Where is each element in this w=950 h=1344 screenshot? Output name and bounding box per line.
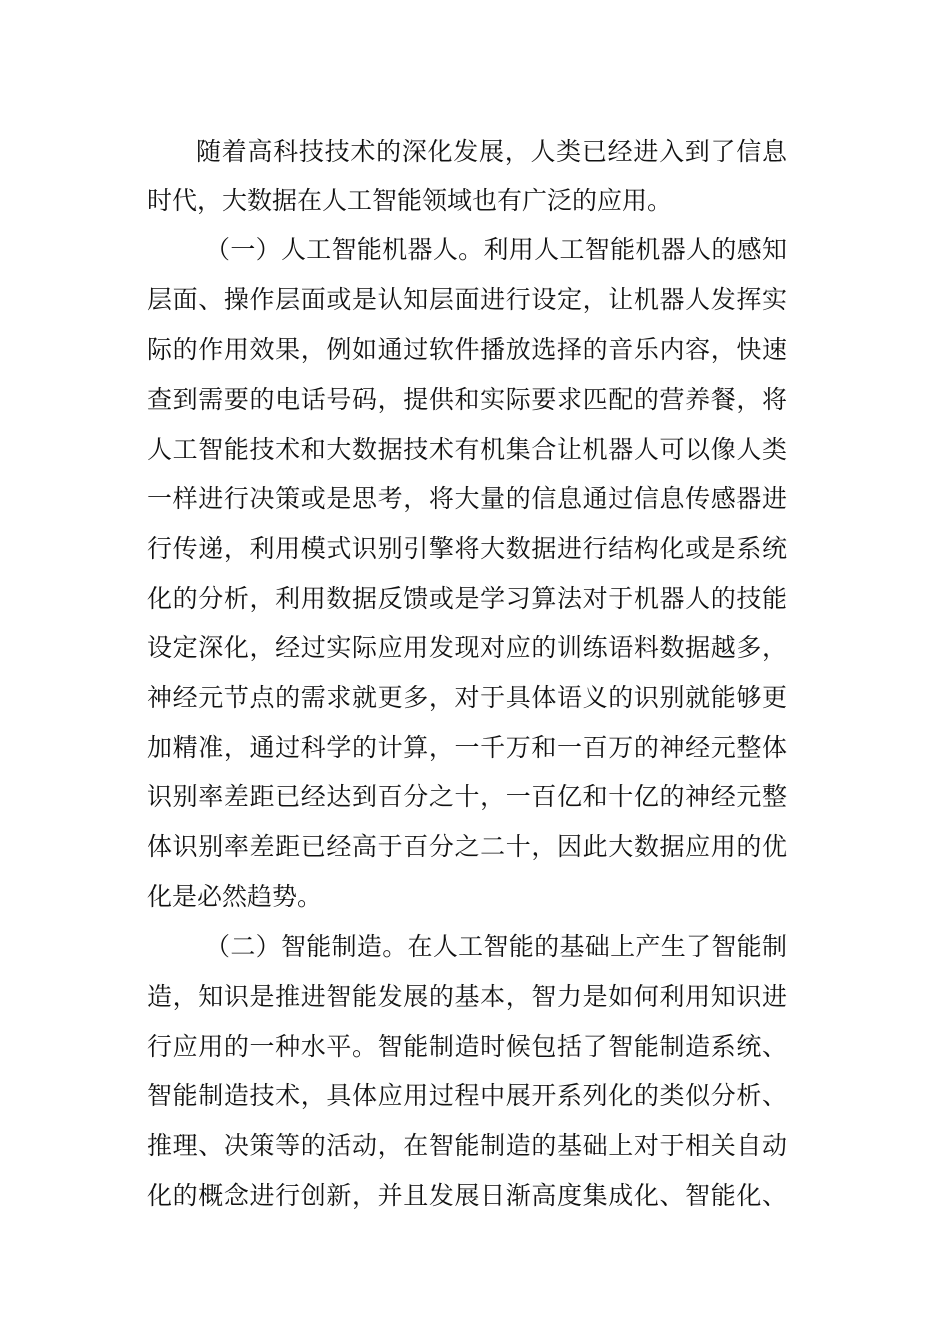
paragraph-2-line-2: 层面、操作层面或是认知层面进行设定，让机器人发挥实 [147, 285, 787, 314]
paragraph-1-line-2: 时代，大数据在人工智能领域也有广泛的应用。 [147, 186, 673, 215]
paragraph-3-line-1: （二）智能制造。在人工智能的基础上产生了智能制 [205, 932, 787, 961]
paragraph-2-line-14: 化是必然趋势。 [147, 882, 323, 911]
paragraph-2-line-10: 神经元节点的需求就更多，对于具体语义的识别就能够更 [147, 683, 787, 712]
paragraph-2-line-13: 体识别率差距已经高于百分之二十，因此大数据应用的优 [147, 832, 787, 861]
paragraph-3-line-3: 行应用的一种水平。智能制造时候包括了智能制造系统、 [147, 1032, 787, 1061]
paragraph-3-line-2: 造，知识是推进智能发展的基本，智力是如何利用知识进 [147, 982, 787, 1011]
paragraph-2-line-11: 加精准，通过科学的计算，一千万和一百万的神经元整体 [147, 733, 787, 762]
paragraph-3-line-4: 智能制造技术，具体应用过程中展开系列化的类似分析、 [147, 1081, 787, 1110]
paragraph-1-line-1: 随着高科技技术的深化发展，人类已经进入到了信息 [196, 137, 787, 166]
paragraph-2-line-6: 一样进行决策或是思考，将大量的信息通过信息传感器进 [147, 484, 787, 513]
paragraph-2-line-3: 际的作用效果，例如通过软件播放选择的音乐内容，快速 [147, 335, 787, 364]
paragraph-2-line-12: 识别率差距已经达到百分之十，一百亿和十亿的神经元整 [147, 782, 787, 811]
paragraph-2-line-7: 行传递，利用模式识别引擎将大数据进行结构化或是系统 [147, 534, 787, 563]
paragraph-2-line-1: （一）人工智能机器人。利用人工智能机器人的感知 [205, 235, 787, 264]
paragraph-2-line-5: 人工智能技术和大数据技术有机集合让机器人可以像人类 [147, 435, 787, 464]
paragraph-3-line-5: 推理、决策等的活动，在智能制造的基础上对于相关自动 [147, 1131, 787, 1160]
paragraph-2-line-9: 设定深化，经过实际应用发现对应的训练语料数据越多， [147, 633, 787, 662]
paragraph-2-line-4: 查到需要的电话号码，提供和实际要求匹配的营养餐，将 [147, 385, 787, 414]
paragraph-3-line-6: 化的概念进行创新，并且发展日渐高度集成化、智能化、 [147, 1181, 787, 1210]
paragraph-2-line-8: 化的分析，利用数据反馈或是学习算法对于机器人的技能 [147, 584, 787, 613]
